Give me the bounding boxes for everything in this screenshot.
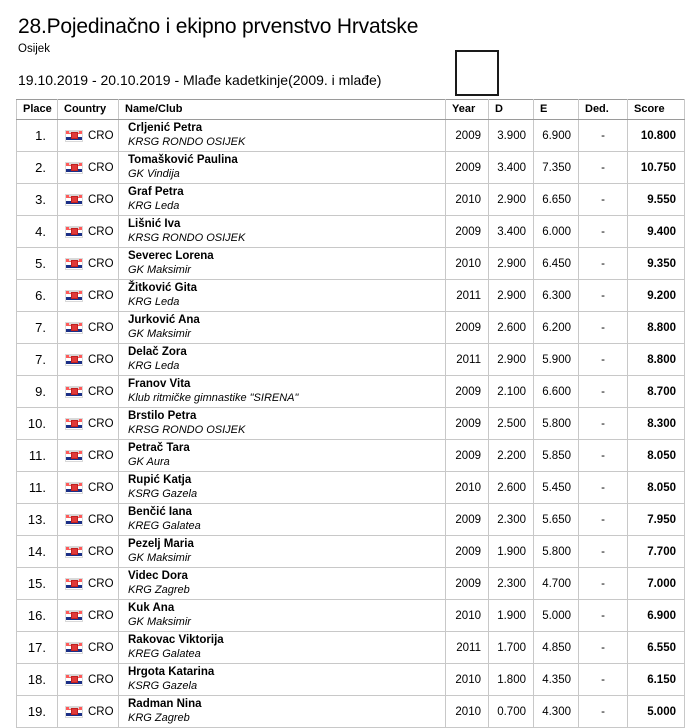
country-cell — [58, 280, 119, 312]
name-club-cell — [119, 376, 446, 408]
athlete-name: Rakovac Viktorija — [128, 634, 224, 646]
place-value: 1. — [17, 120, 58, 152]
athlete-name: Videc Dora — [128, 570, 188, 582]
place-value: 10. — [17, 408, 58, 440]
e-score-value: 5.850 — [534, 440, 579, 472]
country-inner — [65, 514, 118, 526]
country-cell — [58, 440, 119, 472]
e-score-value: 4.300 — [534, 696, 579, 728]
athlete-club: GK Maksimir — [128, 263, 191, 276]
d-score-value: 3.400 — [489, 216, 534, 248]
athlete-club: GK Maksimir — [128, 615, 191, 628]
country-cell — [58, 504, 119, 536]
croatia-flag-icon — [65, 258, 83, 270]
column-header-score[interactable]: Score — [628, 100, 685, 120]
column-header-place[interactable]: Place — [17, 100, 58, 120]
athlete-name: Brstilo Petra — [128, 410, 197, 422]
deduction-value: - — [579, 408, 628, 440]
place-value: 11. — [17, 472, 58, 504]
e-score-value: 6.600 — [534, 376, 579, 408]
country-code: CRO — [88, 513, 114, 526]
column-header-ded[interactable]: Ded. — [579, 100, 628, 120]
column-header-country[interactable]: Country — [58, 100, 119, 120]
deduction-value: - — [579, 696, 628, 728]
country-inner — [65, 162, 118, 174]
athlete-name: Lišnić Iva — [128, 218, 181, 230]
deduction-value: - — [579, 376, 628, 408]
country-inner — [65, 194, 118, 206]
deduction-value: - — [579, 184, 628, 216]
country-cell — [58, 632, 119, 664]
year-value: 2009 — [446, 440, 489, 472]
country-code: CRO — [88, 705, 114, 718]
country-inner — [65, 642, 118, 654]
name-club-cell — [119, 216, 446, 248]
country-inner — [65, 130, 118, 142]
event-city: Osijek — [18, 43, 50, 55]
deduction-value: - — [579, 632, 628, 664]
deduction-value: - — [579, 664, 628, 696]
total-score-value: 6.900 — [628, 600, 685, 632]
athlete-club: KRG Zagreb — [128, 583, 190, 596]
place-value: 4. — [17, 216, 58, 248]
total-score-value: 9.350 — [628, 248, 685, 280]
country-code: CRO — [88, 129, 114, 142]
year-value: 2009 — [446, 376, 489, 408]
total-score-value: 8.800 — [628, 312, 685, 344]
name-club-cell — [119, 568, 446, 600]
place-value: 7. — [17, 344, 58, 376]
year-value: 2010 — [446, 696, 489, 728]
table-body — [17, 120, 685, 728]
deduction-value: - — [579, 344, 628, 376]
total-score-value: 8.300 — [628, 408, 685, 440]
table-row[interactable] — [17, 248, 685, 280]
country-code: CRO — [88, 577, 114, 590]
place-value: 3. — [17, 184, 58, 216]
total-score-value: 9.550 — [628, 184, 685, 216]
table-row[interactable] — [17, 632, 685, 664]
deduction-value: - — [579, 472, 628, 504]
total-score-value: 6.150 — [628, 664, 685, 696]
total-score-value: 5.000 — [628, 696, 685, 728]
year-value: 2010 — [446, 248, 489, 280]
e-score-value: 6.300 — [534, 280, 579, 312]
country-cell — [58, 344, 119, 376]
deduction-value: - — [579, 312, 628, 344]
total-score-value: 8.800 — [628, 344, 685, 376]
country-inner — [65, 418, 118, 430]
e-score-value: 4.350 — [534, 664, 579, 696]
table-row[interactable] — [17, 184, 685, 216]
country-inner — [65, 450, 118, 462]
e-score-value: 5.000 — [534, 600, 579, 632]
place-value: 7. — [17, 312, 58, 344]
place-value: 13. — [17, 504, 58, 536]
country-inner — [65, 386, 118, 398]
country-cell — [58, 472, 119, 504]
name-club-cell — [119, 280, 446, 312]
deduction-value: - — [579, 120, 628, 152]
e-score-value: 6.450 — [534, 248, 579, 280]
country-inner — [65, 610, 118, 622]
e-score-value: 5.900 — [534, 344, 579, 376]
country-cell — [58, 376, 119, 408]
country-inner — [65, 482, 118, 494]
deduction-value: - — [579, 248, 628, 280]
croatia-flag-icon — [65, 322, 83, 334]
country-code: CRO — [88, 481, 114, 494]
d-score-value: 2.300 — [489, 568, 534, 600]
table-row[interactable] — [17, 312, 685, 344]
place-value: 17. — [17, 632, 58, 664]
table-header-row — [17, 100, 685, 120]
year-value: 2010 — [446, 600, 489, 632]
country-cell — [58, 536, 119, 568]
table-row[interactable] — [17, 536, 685, 568]
athlete-club: KSRG Gazela — [128, 679, 198, 692]
total-score-value: 10.800 — [628, 120, 685, 152]
country-cell — [58, 312, 119, 344]
e-score-value: 6.000 — [534, 216, 579, 248]
total-score-value: 8.700 — [628, 376, 685, 408]
year-value: 2010 — [446, 184, 489, 216]
name-club-cell — [119, 408, 446, 440]
year-value: 2010 — [446, 472, 489, 504]
athlete-club: GK Vindija — [128, 167, 180, 180]
country-code: CRO — [88, 225, 114, 238]
country-cell — [58, 568, 119, 600]
country-code: CRO — [88, 641, 114, 654]
table-row[interactable] — [17, 696, 685, 728]
name-club-cell — [119, 696, 446, 728]
year-value: 2009 — [446, 216, 489, 248]
deduction-value: - — [579, 568, 628, 600]
name-club-cell — [119, 312, 446, 344]
d-score-value: 2.500 — [489, 408, 534, 440]
place-value: 5. — [17, 248, 58, 280]
athlete-club: KRG Leda — [128, 295, 180, 308]
athlete-name: Tomašković Paulina — [128, 154, 238, 166]
year-value: 2010 — [446, 664, 489, 696]
athlete-name: Radman Nina — [128, 698, 202, 710]
d-score-value: 1.900 — [489, 536, 534, 568]
year-value: 2011 — [446, 280, 489, 312]
country-inner — [65, 578, 118, 590]
athlete-club: Klub ritmičke gimnastike "SIRENA" — [128, 391, 299, 404]
country-cell — [58, 696, 119, 728]
deduction-value: - — [579, 280, 628, 312]
athlete-name: Pezelj Maria — [128, 538, 194, 550]
d-score-value: 2.600 — [489, 312, 534, 344]
athlete-name: Crljenić Petra — [128, 122, 203, 134]
place-value: 16. — [17, 600, 58, 632]
total-score-value: 6.550 — [628, 632, 685, 664]
athlete-club: KRSG RONDO OSIJEK — [128, 231, 246, 244]
place-value: 11. — [17, 440, 58, 472]
name-club-cell — [119, 248, 446, 280]
country-code: CRO — [88, 257, 114, 270]
d-score-value: 1.900 — [489, 600, 534, 632]
deduction-value: - — [579, 600, 628, 632]
country-cell — [58, 248, 119, 280]
e-score-value: 6.900 — [534, 120, 579, 152]
table-row[interactable] — [17, 152, 685, 184]
total-score-value: 8.050 — [628, 440, 685, 472]
e-score-value: 5.800 — [534, 408, 579, 440]
d-score-value: 2.900 — [489, 280, 534, 312]
athlete-name: Rupić Katja — [128, 474, 192, 486]
d-score-value: 0.700 — [489, 696, 534, 728]
deduction-value: - — [579, 536, 628, 568]
year-value: 2011 — [446, 344, 489, 376]
place-value: 9. — [17, 376, 58, 408]
place-value: 6. — [17, 280, 58, 312]
country-code: CRO — [88, 353, 114, 366]
place-value: 18. — [17, 664, 58, 696]
deduction-value: - — [579, 504, 628, 536]
croatia-flag-icon — [65, 450, 83, 462]
e-score-value: 5.650 — [534, 504, 579, 536]
e-score-value: 5.800 — [534, 536, 579, 568]
d-score-value: 2.100 — [489, 376, 534, 408]
country-inner — [65, 322, 118, 334]
name-club-cell — [119, 632, 446, 664]
event-header — [18, 14, 448, 89]
country-inner — [65, 546, 118, 558]
table-row[interactable] — [17, 408, 685, 440]
column-header-d[interactable]: D — [489, 100, 534, 120]
croatia-flag-icon — [65, 482, 83, 494]
table-row[interactable] — [17, 504, 685, 536]
athlete-name: Severec Lorena — [128, 250, 214, 262]
country-code: CRO — [88, 321, 114, 334]
athlete-name: Franov Vita — [128, 378, 191, 390]
name-club-cell — [119, 536, 446, 568]
name-club-cell — [119, 440, 446, 472]
croatia-flag-icon — [65, 642, 83, 654]
athlete-name: Žitković Gita — [128, 282, 198, 294]
total-score-value: 9.400 — [628, 216, 685, 248]
year-value: 2009 — [446, 536, 489, 568]
croatia-flag-icon — [65, 706, 83, 718]
country-inner — [65, 706, 118, 718]
croatia-flag-icon — [65, 162, 83, 174]
athlete-name: Hrgota Katarina — [128, 666, 215, 678]
country-cell — [58, 184, 119, 216]
d-score-value: 3.900 — [489, 120, 534, 152]
country-code: CRO — [88, 161, 114, 174]
croatia-flag-icon — [65, 354, 83, 366]
table-row[interactable] — [17, 472, 685, 504]
athlete-name: Kuk Ana — [128, 602, 175, 614]
croatia-flag-icon — [65, 418, 83, 430]
table-row[interactable] — [17, 568, 685, 600]
year-value: 2009 — [446, 152, 489, 184]
country-code: CRO — [88, 385, 114, 398]
page-title: 28.Pojedinačno i ekipno prvenstvo Hrvatske — [18, 15, 419, 38]
table-header — [17, 100, 685, 120]
year-value: 2009 — [446, 312, 489, 344]
year-value: 2009 — [446, 120, 489, 152]
name-club-cell — [119, 152, 446, 184]
d-score-value: 2.900 — [489, 344, 534, 376]
year-value: 2009 — [446, 408, 489, 440]
column-header-e[interactable]: E — [534, 100, 579, 120]
total-score-value: 7.700 — [628, 536, 685, 568]
athlete-club: KRG Leda — [128, 199, 180, 212]
e-score-value: 5.450 — [534, 472, 579, 504]
country-cell — [58, 120, 119, 152]
d-score-value: 2.900 — [489, 248, 534, 280]
e-score-value: 7.350 — [534, 152, 579, 184]
country-inner — [65, 290, 118, 302]
country-code: CRO — [88, 673, 114, 686]
name-club-cell — [119, 120, 446, 152]
e-score-value: 4.850 — [534, 632, 579, 664]
country-inner — [65, 258, 118, 270]
athlete-club: KRSG RONDO OSIJEK — [128, 135, 246, 148]
d-score-value: 2.600 — [489, 472, 534, 504]
d-score-value: 2.300 — [489, 504, 534, 536]
table-row[interactable] — [17, 216, 685, 248]
table-row[interactable] — [17, 600, 685, 632]
table-row[interactable] — [17, 344, 685, 376]
name-club-cell — [119, 600, 446, 632]
results-table — [16, 99, 685, 728]
d-score-value: 2.900 — [489, 184, 534, 216]
deduction-value: - — [579, 152, 628, 184]
place-value: 14. — [17, 536, 58, 568]
country-cell — [58, 600, 119, 632]
total-score-value: 9.200 — [628, 280, 685, 312]
year-value: 2009 — [446, 504, 489, 536]
country-cell — [58, 408, 119, 440]
e-score-value: 6.200 — [534, 312, 579, 344]
athlete-club: KREG Galatea — [128, 647, 201, 660]
country-code: CRO — [88, 609, 114, 622]
country-cell — [58, 152, 119, 184]
athlete-name: Benčić Iana — [128, 506, 192, 518]
croatia-flag-icon — [65, 290, 83, 302]
total-score-value: 8.050 — [628, 472, 685, 504]
table-row[interactable] — [17, 440, 685, 472]
athlete-club: KRSG RONDO OSIJEK — [128, 423, 246, 436]
athlete-name: Graf Petra — [128, 186, 184, 198]
athlete-club: KREG Galatea — [128, 519, 201, 532]
name-club-cell — [119, 504, 446, 536]
column-header-year[interactable]: Year — [446, 100, 489, 120]
athlete-club: KSRG Gazela — [128, 487, 198, 500]
total-score-value: 10.750 — [628, 152, 685, 184]
name-club-cell — [119, 184, 446, 216]
croatia-flag-icon — [65, 130, 83, 142]
athlete-club: KRG Zagreb — [128, 711, 190, 724]
country-code: CRO — [88, 545, 114, 558]
croatia-flag-icon — [65, 194, 83, 206]
table-row[interactable] — [17, 280, 685, 312]
name-club-cell — [119, 344, 446, 376]
athlete-club: KRG Leda — [128, 359, 180, 372]
country-inner — [65, 226, 118, 238]
athlete-name: Delač Zora — [128, 346, 187, 358]
e-score-value: 6.650 — [534, 184, 579, 216]
country-code: CRO — [88, 193, 114, 206]
croatia-flag-icon — [65, 578, 83, 590]
country-cell — [58, 216, 119, 248]
athlete-club: GK Maksimir — [128, 327, 191, 340]
total-score-value: 7.000 — [628, 568, 685, 600]
place-value: 15. — [17, 568, 58, 600]
d-score-value: 1.800 — [489, 664, 534, 696]
total-score-value: 7.950 — [628, 504, 685, 536]
athlete-name: Petrač Tara — [128, 442, 190, 454]
event-dateline: 19.10.2019 - 20.10.2019 - Mlađe kadetkinje(2009. i mlađe) — [18, 72, 382, 88]
table-row[interactable] — [17, 376, 685, 408]
column-header-nameclub[interactable]: Name/Club — [119, 100, 446, 120]
d-score-value: 3.400 — [489, 152, 534, 184]
croatia-flag-icon — [65, 386, 83, 398]
year-value: 2009 — [446, 568, 489, 600]
country-code: CRO — [88, 449, 114, 462]
d-score-value: 2.200 — [489, 440, 534, 472]
athlete-name: Jurković Ana — [128, 314, 200, 326]
athlete-club: GK Maksimir — [128, 551, 191, 564]
e-score-value: 4.700 — [534, 568, 579, 600]
deduction-value: - — [579, 440, 628, 472]
d-score-value: 1.700 — [489, 632, 534, 664]
place-value: 2. — [17, 152, 58, 184]
logo-placeholder-box — [455, 50, 499, 96]
place-value: 19. — [17, 696, 58, 728]
country-code: CRO — [88, 289, 114, 302]
croatia-flag-icon — [65, 546, 83, 558]
croatia-flag-icon — [65, 226, 83, 238]
table-row[interactable] — [17, 120, 685, 152]
croatia-flag-icon — [65, 514, 83, 526]
deduction-value: - — [579, 216, 628, 248]
country-code: CRO — [88, 417, 114, 430]
athlete-club: GK Aura — [128, 455, 170, 468]
year-value: 2011 — [446, 632, 489, 664]
name-club-cell — [119, 472, 446, 504]
croatia-flag-icon — [65, 610, 83, 622]
country-inner — [65, 354, 118, 366]
